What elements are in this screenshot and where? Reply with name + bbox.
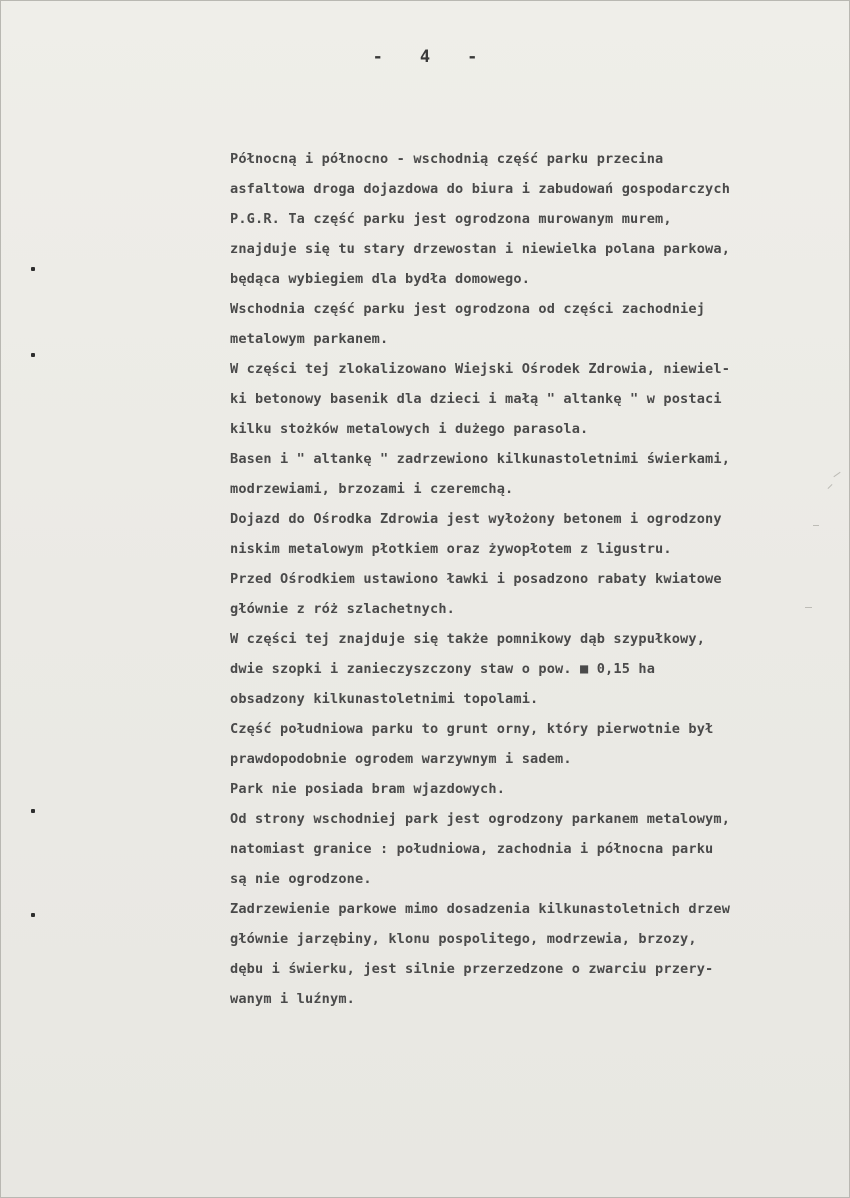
text-line: ki betonowy basenik dla dzieci i małą " altankę " w postaci [230,391,722,407]
text-line: są nie ogrodzone. [230,871,372,887]
text-line: natomiast granice : południowa, zachodnia i północna parku [230,841,714,857]
text-line: asfaltowa droga dojazdowa do biura i zabudowań gospodarczych [230,181,731,197]
text-line: prawdopodobnie ogrodem warzywnym i sadem. [230,751,572,767]
binding-hole-mark [31,267,35,271]
binding-hole-mark [31,913,35,917]
text-line: Wschodnia część parku jest ogrodzona od części zachodniej [230,301,706,317]
text-line: W części tej zlokalizowano Wiejski Ośrodek Zdrowia, niewiel- [230,361,731,377]
text-line: P.G.R. Ta część parku jest ogrodzona murowanym murem, [230,211,672,227]
text-line: wanym i luźnym. [230,991,356,1007]
text-line: metalowym parkanem. [230,331,389,347]
text-line: dwie szopki i zanieczyszczony staw o pow. ■ 0,15 ha [230,661,656,677]
text-line: Część południowa parku to grunt orny, który pierwotnie był [230,721,714,737]
text-line: modrzewiami, brzozami i czeremchą. [230,481,514,497]
paper-speck [805,607,812,608]
page-number-value: 4 [419,47,433,67]
text-line: niskim metalowym płotkiem oraz żywopłotem z ligustru. [230,541,672,557]
text-line: Od strony wschodniej park jest ogrodzony parkanem metalowym, [230,811,731,827]
text-line: dębu i świerku, jest silnie przerzedzone o zwarciu przery- [230,961,714,977]
text-line: Dojazd do Ośrodka Zdrowia jest wyłożony betonem i ogrodzony [230,511,722,527]
text-line: Zadrzewienie parkowe mimo dosadzenia kilkunastoletnich drzew [230,901,731,917]
text-line: Przed Ośrodkiem ustawiono ławki i posadzono rabaty kwiatowe [230,571,722,587]
text-line: obsadzony kilkunastoletnimi topolami. [230,691,539,707]
text-line: Północną i północno - wschodnią część parku przecina [230,151,664,167]
text-line: Park nie posiada bram wjazdowych. [230,781,506,797]
text-line: kilku stożków metalowych i dużego parasola. [230,421,589,437]
text-line: W części tej znajduje się także pomnikowy dąb szypułkowy, [230,631,706,647]
text-line: głównie jarzębiny, klonu pospolitego, modrzewia, brzozy, [230,931,697,947]
paper-speck [813,525,819,526]
text-line: Basen i " altankę " zadrzewiono kilkunastoletnimi świerkami, [230,451,731,467]
text-line: będąca wybiegiem dla bydła domowego. [230,271,531,287]
page-number-dash-left: - [372,47,385,67]
binding-hole-mark [31,353,35,357]
body-text [230,144,845,1014]
page-number-dash-right: - [467,47,480,67]
text-line: znajduje się tu stary drzewostan i niewielka polana parkowa, [230,241,731,257]
page-number [1,47,850,67]
binding-hole-mark [31,809,35,813]
text-line: głównie z róż szlachetnych. [230,601,456,617]
